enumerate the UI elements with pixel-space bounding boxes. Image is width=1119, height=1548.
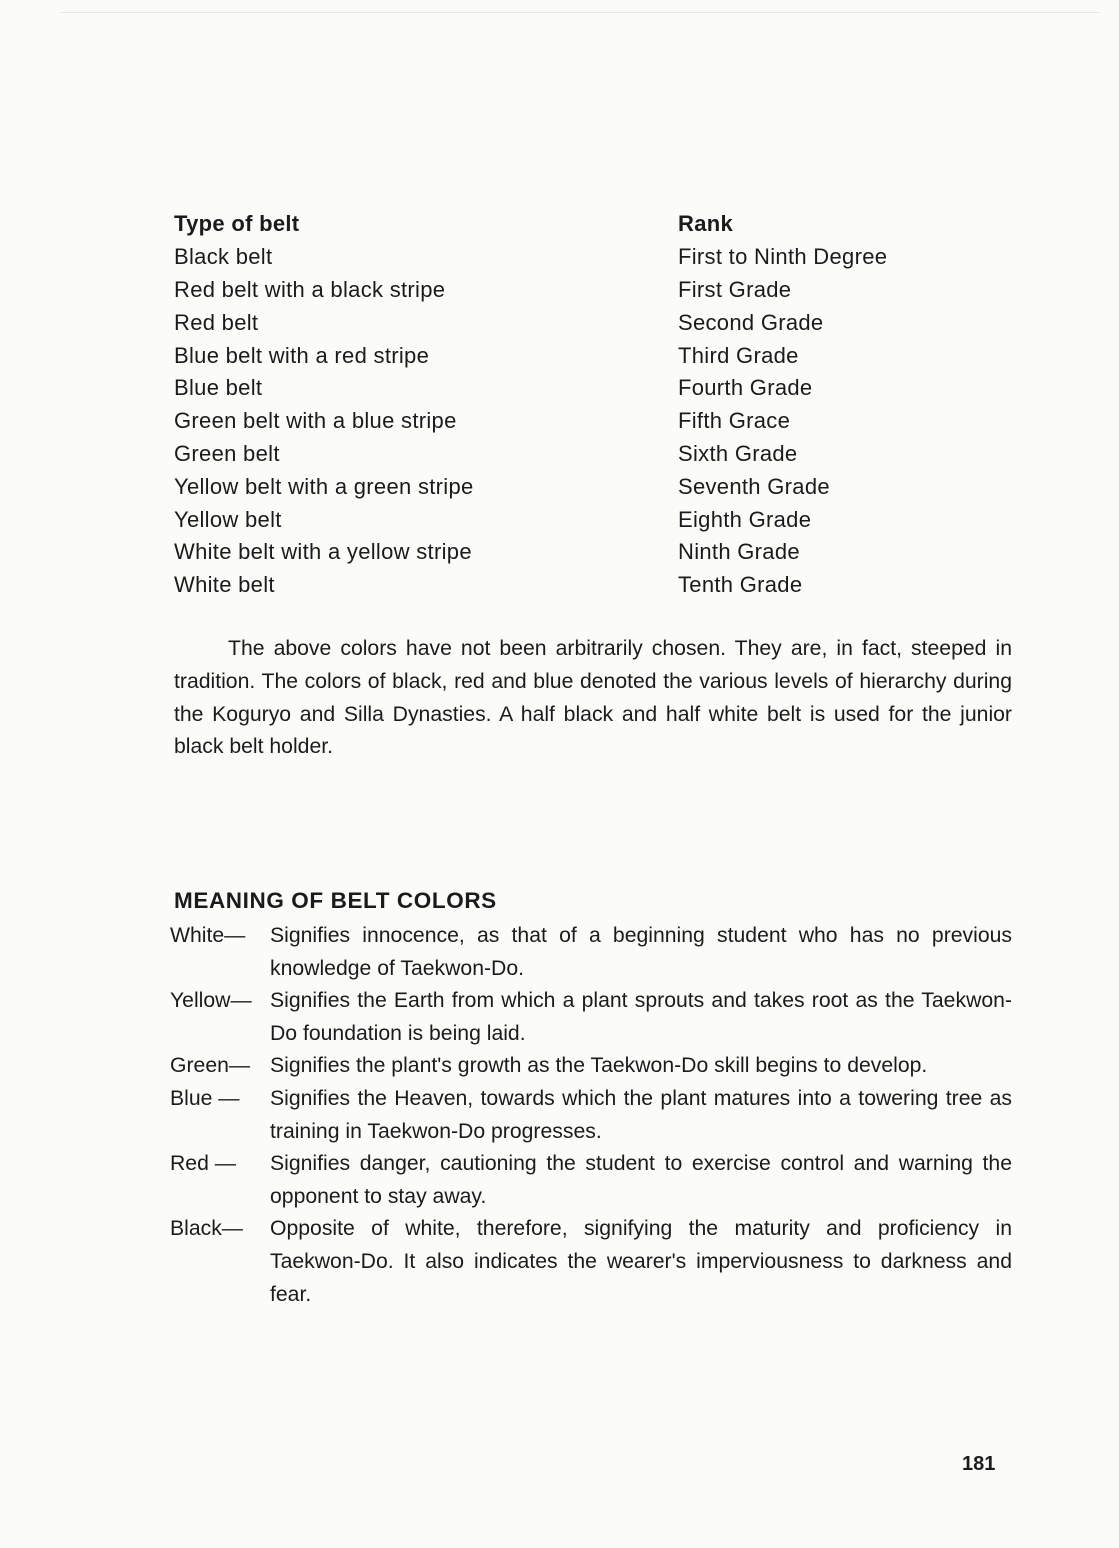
table-row	[174, 405, 994, 438]
page-top-edge	[60, 12, 1100, 13]
belt-rank-cell: Eighth Grade	[678, 506, 812, 532]
list-item	[170, 1083, 1012, 1148]
meaning-term: Yellow—	[170, 989, 252, 1013]
belt-rank-cell: First Grade	[678, 276, 792, 302]
table-row	[174, 339, 994, 372]
belt-type-cell: Red belt	[174, 309, 259, 335]
belt-rank-cell: Ninth Grade	[678, 539, 800, 565]
meaning-term: Red —	[170, 1152, 236, 1176]
header-rank: Rank	[678, 211, 733, 237]
page-number: 181	[962, 1453, 996, 1475]
meaning-term: Blue —	[170, 1086, 240, 1110]
table-row	[174, 536, 994, 569]
table-row	[174, 470, 994, 503]
meaning-term: Black—	[170, 1217, 243, 1241]
list-item	[170, 1213, 1012, 1311]
meaning-description: Signifies innocence, as that of a beginning student who has no previous knowledge of Taekwon-Do.	[270, 924, 1012, 980]
table-row	[174, 306, 994, 339]
belt-type-cell: Green belt with a blue stripe	[174, 408, 457, 434]
belt-rank-cell: Sixth Grade	[678, 440, 798, 466]
belt-type-cell: White belt with a yellow stripe	[174, 539, 472, 565]
meaning-term: White—	[170, 924, 246, 947]
belt-rank-cell: Tenth Grade	[678, 572, 803, 598]
belt-type-cell: Blue belt with a red stripe	[174, 342, 430, 368]
table-row	[174, 241, 994, 274]
belt-colors-tradition-paragraph: The above colors have not been arbitrarily chosen. They are, in fact, steeped in tradition. The colors of black, red and blue denoted the various levels of hierarchy during the Koguryo and Silla Dynasties. A half black and half white belt is used for the junior black belt holder.	[174, 637, 1012, 759]
belt-type-cell: Black belt	[174, 244, 273, 270]
list-item	[170, 1050, 1012, 1083]
belt-color-meanings-list	[170, 920, 1012, 1311]
meaning-description: Opposite of white, therefore, signifying the maturity and proficiency in Taekwon-Do. It also indicates the wearer's imperviousness to darkness and fear.	[270, 1217, 1012, 1306]
belt-rank-table	[174, 208, 994, 602]
meaning-term: Green—	[170, 1054, 251, 1078]
table-row	[174, 569, 994, 602]
belt-rank-cell: Fourth Grade	[678, 375, 813, 401]
belt-rank-cell: First to Ninth Degree	[678, 244, 888, 270]
belt-type-cell: Yellow belt	[174, 506, 282, 532]
meaning-section-heading: MEANING OF BELT COLORS	[174, 888, 497, 913]
belt-rank-cell: Fifth Grace	[678, 408, 791, 434]
belt-type-cell: White belt	[174, 572, 275, 598]
meaning-description: Signifies the Earth from which a plant sprouts and takes root as the Taekwon-Do foundation is being laid.	[270, 989, 1012, 1045]
belt-rank-cell: Seventh Grade	[678, 473, 830, 499]
list-item	[170, 1148, 1012, 1213]
belt-type-cell: Blue belt	[174, 375, 263, 401]
belt-rank-cell: Second Grade	[678, 309, 824, 335]
table-row	[174, 438, 994, 471]
meaning-description: Signifies the Heaven, towards which the plant matures into a towering tree as training in Taekwon-Do progresses.	[270, 1086, 1012, 1143]
table-row	[174, 503, 994, 536]
belt-type-cell: Green belt	[174, 440, 280, 466]
table-header-row	[174, 208, 994, 241]
meaning-description: Signifies danger, cautioning the student to exercise control and warning the opponent to stay away.	[270, 1152, 1012, 1208]
belt-rank-cell: Third Grade	[678, 342, 799, 368]
header-type-of-belt: Type of belt	[174, 211, 300, 237]
list-item	[170, 920, 1012, 985]
table-row	[174, 274, 994, 307]
belt-type-cell: Yellow belt with a green stripe	[174, 473, 474, 499]
table-row	[174, 372, 994, 405]
meaning-description: Signifies the plant's growth as the Taekwon-Do skill begins to develop.	[270, 1054, 928, 1078]
list-item	[170, 985, 1012, 1050]
belt-type-cell: Red belt with a black stripe	[174, 276, 446, 302]
